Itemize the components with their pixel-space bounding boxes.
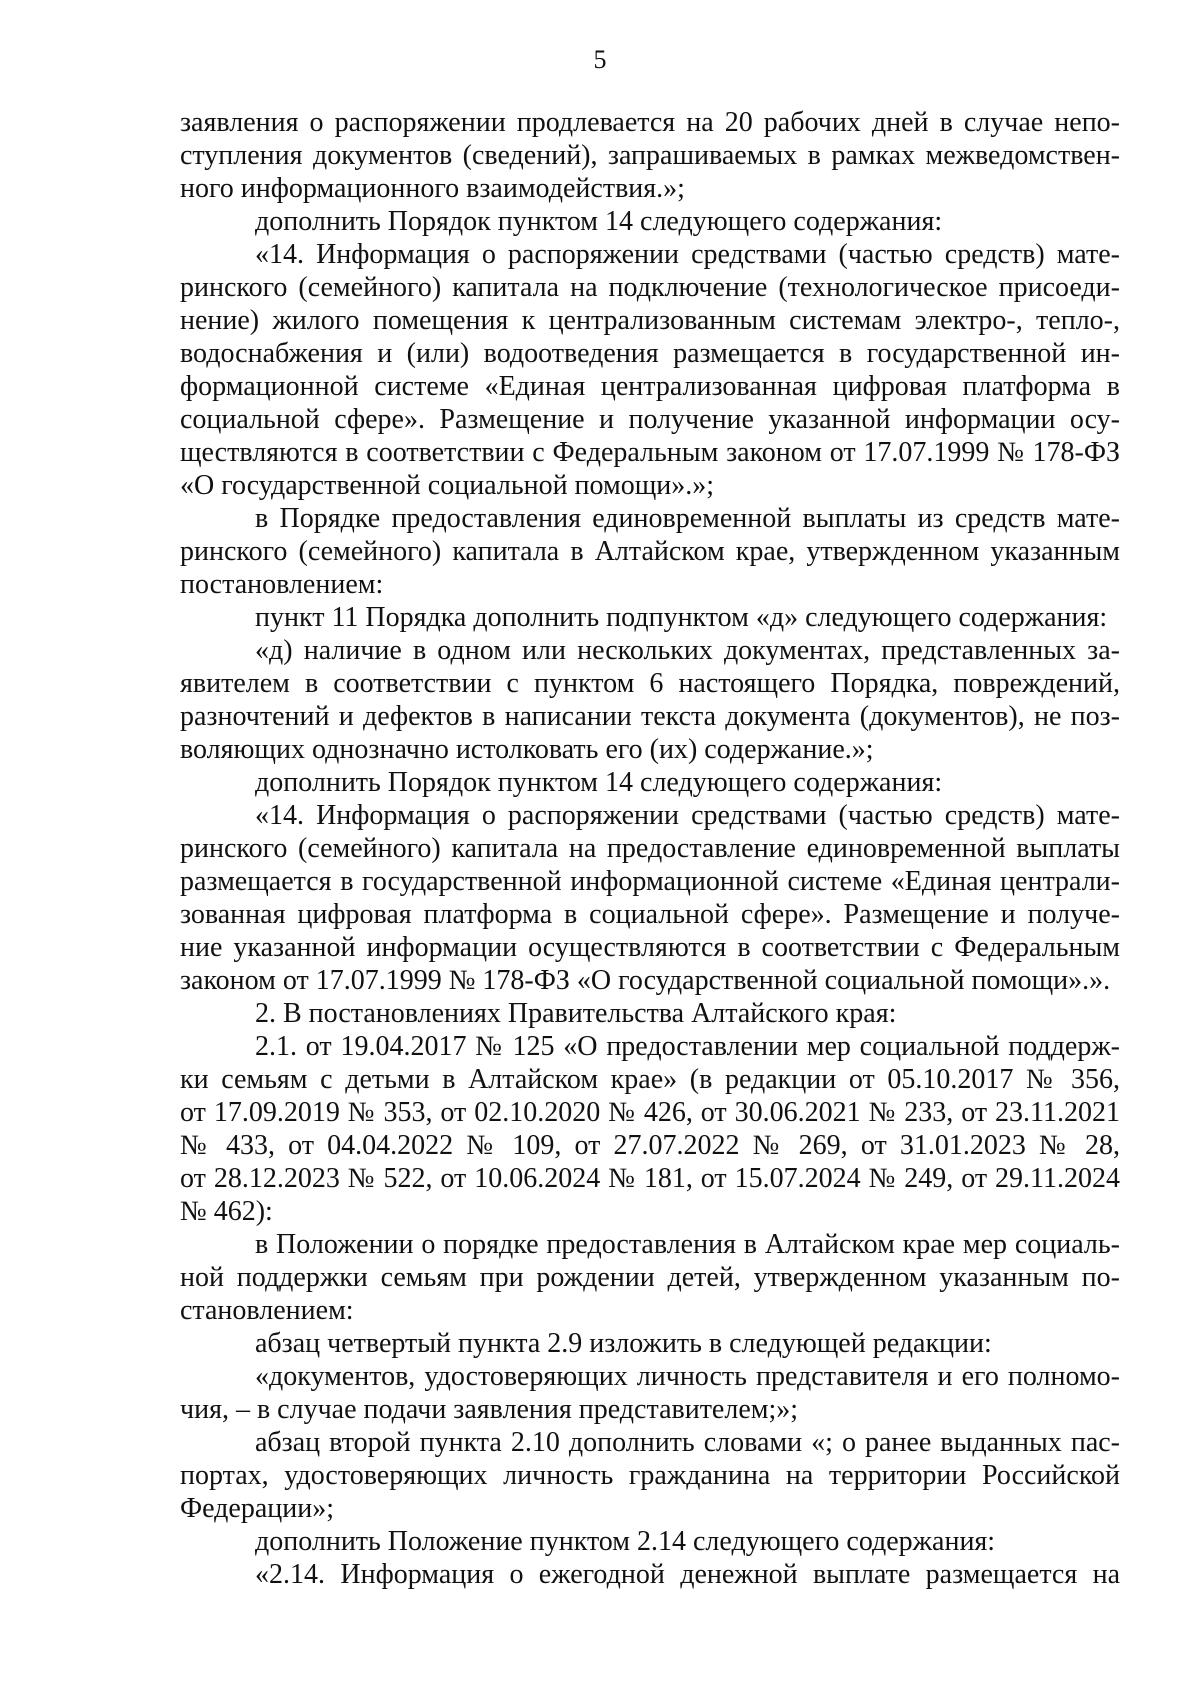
text-line: «О государственной социальной помощи».»; xyxy=(180,470,715,501)
text-line: 2.1. от 19.04.2017 № 125 «О предоставлении мер социальной поддерж- xyxy=(255,1031,1120,1062)
paragraph xyxy=(180,106,1120,205)
text-line: ступления документов (сведений), запрашиваемых в рамках межведомствен- xyxy=(180,140,1120,171)
text-line: портах, удостоверяющих личность гражданина на территории Российской xyxy=(180,1460,1120,1491)
text-line: «2.14. Информация о ежегодной денежной выплате размещается на xyxy=(255,1559,1120,1590)
paragraph xyxy=(180,502,1120,601)
text-line: разночтений и дефектов в написании текста документа (документов), не поз- xyxy=(180,701,1120,732)
text-line: от 28.12.2023 № 522, от 10.06.2024 № 181, от 15.07.2024 № 249, от 29.11.2024 xyxy=(180,1163,1120,1194)
text-line: № 462): xyxy=(180,1196,273,1227)
text-line: «14. Информация о распоряжении средствами (частью средств) мате- xyxy=(255,239,1120,270)
text-line: социальной сфере». Размещение и получение указанной информации осу- xyxy=(180,404,1120,435)
text-line: дополнить Положение пунктом 2.14 следующего содержания: xyxy=(255,1526,996,1557)
paragraph xyxy=(180,205,1120,238)
text-line: № 433, от 04.04.2022 № 109, от 27.07.2022 № 269, от 31.01.2023 № 28, xyxy=(180,1130,1120,1161)
text-line: законом от 17.07.1999 № 178-ФЗ «О государственной социальной помощи».». xyxy=(180,965,1111,996)
paragraph xyxy=(180,601,1120,634)
text-line: «д) наличие в одном или нескольких документах, представленных за- xyxy=(255,635,1120,666)
paragraph xyxy=(180,1228,1120,1327)
paragraph xyxy=(180,1327,1120,1360)
paragraph xyxy=(180,766,1120,799)
text-line: становлением: xyxy=(180,1295,354,1326)
text-line: абзац четвертый пункта 2.9 изложить в следующей редакции: xyxy=(255,1328,992,1359)
text-line: ной поддержки семьям при рождении детей, утвержденном указанным по- xyxy=(180,1262,1120,1293)
text-line: ки семьям с детьми в Алтайском крае» (в редакции от 05.10.2017 № 356, xyxy=(180,1064,1120,1095)
paragraph xyxy=(180,1360,1120,1426)
text-line: ринского (семейного) капитала на подключение (технологическое присоеди- xyxy=(180,272,1120,303)
text-line: размещается в государственной информационной системе «Единая централи- xyxy=(180,866,1120,897)
text-line: в Порядке предоставления единовременной выплаты из средств мате- xyxy=(255,503,1120,534)
paragraph xyxy=(180,1426,1120,1525)
paragraph xyxy=(180,238,1120,502)
paragraph xyxy=(180,1558,1120,1591)
text-line: зованная цифровая платформа в социальной сфере». Размещение и получе- xyxy=(180,899,1120,930)
text-line: 2. В постановлениях Правительства Алтайского края: xyxy=(255,998,897,1029)
page-number: 5 xyxy=(593,45,607,74)
text-line: «документов, удостоверяющих личность представителя и его полномо- xyxy=(255,1361,1120,1392)
text-line: чия, – в случае подачи заявления представителем;»; xyxy=(180,1394,799,1425)
text-line: ществляются в соответствии с Федеральным законом от 17.07.1999 № 178-ФЗ xyxy=(180,437,1120,468)
text-line: Федерации»; xyxy=(180,1493,335,1524)
text-line: воляющих однозначно истолковать его (их) содержание.»; xyxy=(180,734,874,765)
text-line: нение) жилого помещения к централизованным системам электро-, тепло-, xyxy=(180,305,1120,336)
text-line: «14. Информация о распоряжении средствами (частью средств) мате- xyxy=(255,800,1120,831)
document-body xyxy=(180,106,1120,1591)
text-line: ринского (семейного) капитала в Алтайском крае, утвержденном указанным xyxy=(180,536,1120,567)
paragraph xyxy=(180,799,1120,997)
text-line: ринского (семейного) капитала на предоставление единовременной выплаты xyxy=(180,833,1120,864)
text-line: заявления о распоряжении продлевается на 20 рабочих дней в случае непо- xyxy=(180,107,1120,138)
text-line: ного информационного взаимодействия.»; xyxy=(180,173,685,204)
text-line: дополнить Порядок пунктом 14 следующего содержания: xyxy=(255,767,943,798)
text-line: постановлением: xyxy=(180,569,384,600)
paragraph xyxy=(180,997,1120,1030)
text-line: водоснабжения и (или) водоотведения размещается в государственной ин- xyxy=(180,338,1120,369)
text-line: от 17.09.2019 № 353, от 02.10.2020 № 426, от 30.06.2021 № 233, от 23.11.2021 xyxy=(180,1097,1120,1128)
paragraph xyxy=(180,634,1120,766)
text-line: абзац второй пункта 2.10 дополнить словами «; о ранее выданных пас- xyxy=(255,1427,1120,1458)
text-line: дополнить Порядок пунктом 14 следующего содержания: xyxy=(255,206,943,237)
text-line: пункт 11 Порядка дополнить подпунктом «д» следующего содержания: xyxy=(255,602,1108,633)
text-line: ние указанной информации осуществляются в соответствии с Федеральным xyxy=(180,932,1120,963)
text-line: явителем в соответствии с пунктом 6 настоящего Порядка, повреждений, xyxy=(180,668,1120,699)
paragraph xyxy=(180,1030,1120,1228)
paragraph xyxy=(180,1525,1120,1558)
text-line: формационной системе «Единая централизованная цифровая платформа в xyxy=(180,371,1120,402)
text-line: в Положении о порядке предоставления в Алтайском крае мер социаль- xyxy=(255,1229,1120,1260)
